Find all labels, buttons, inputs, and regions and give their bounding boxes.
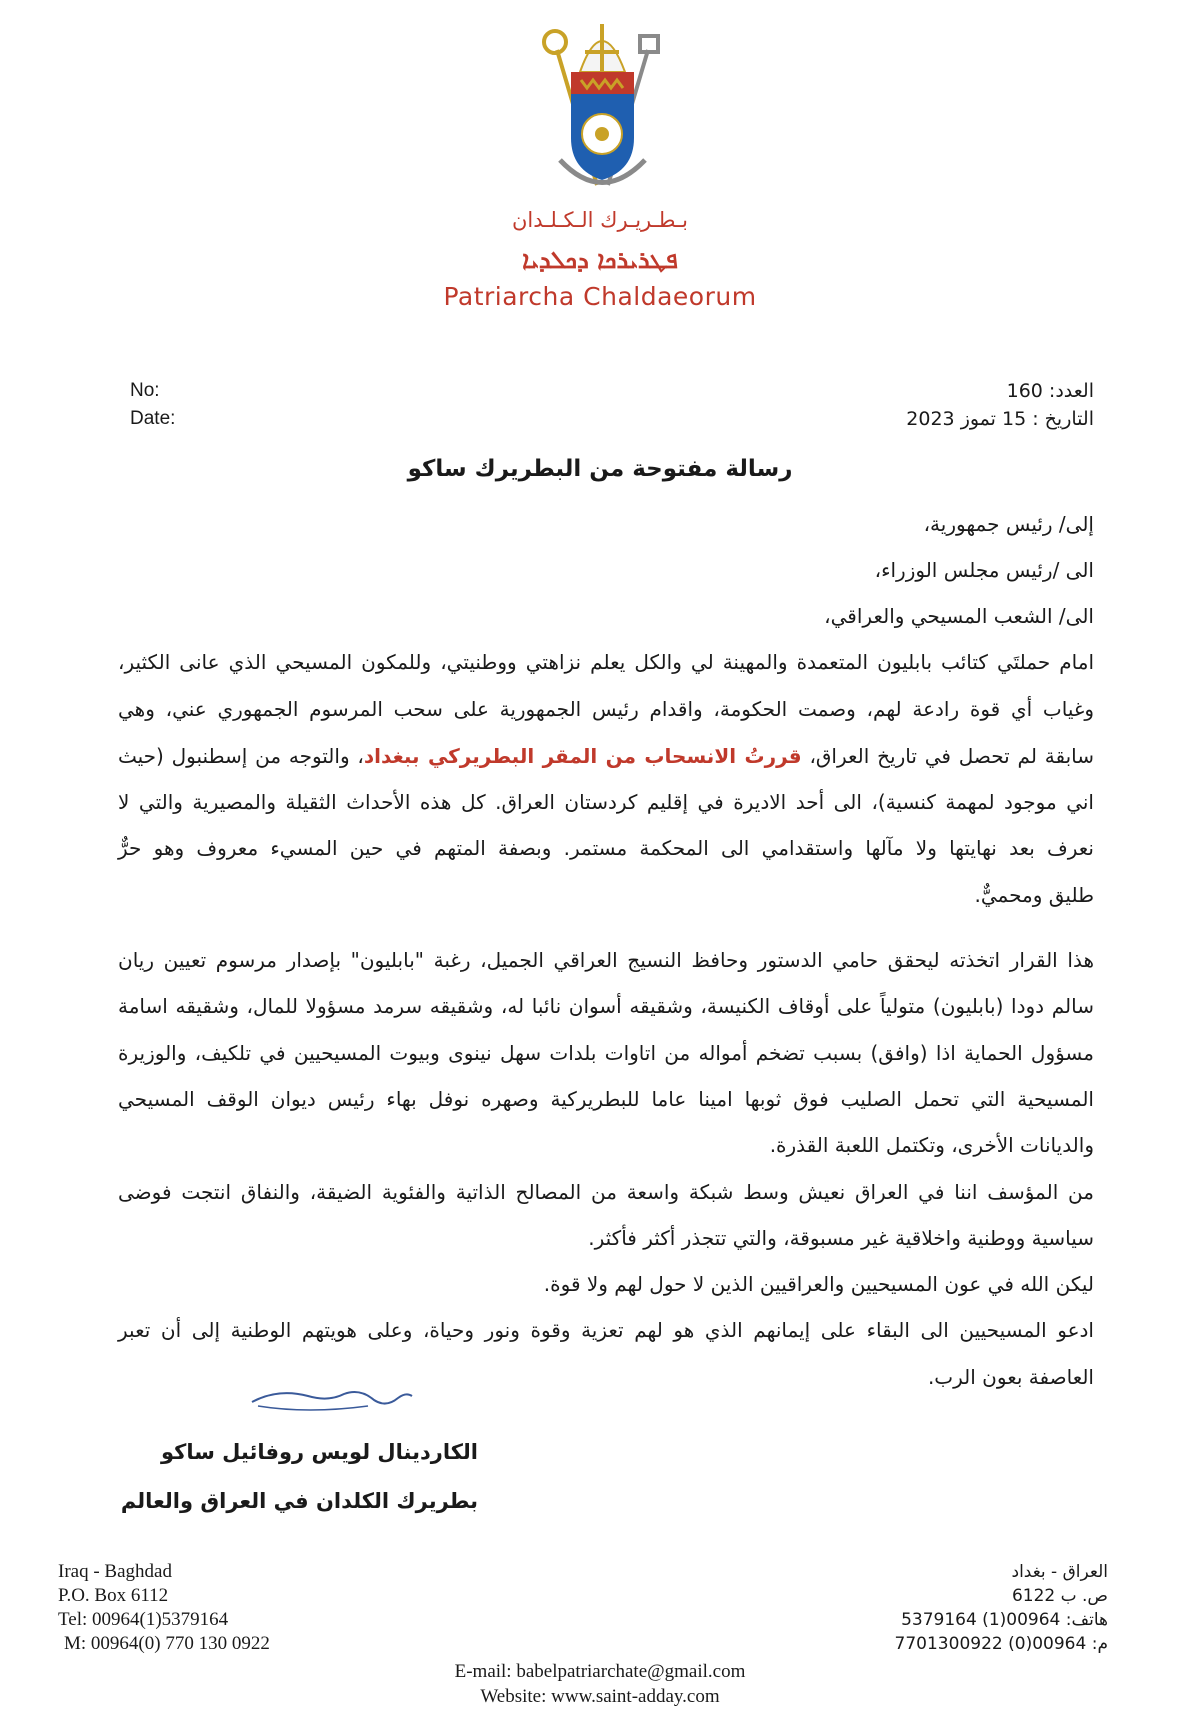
addressee-prime-minister: الى /رئيس مجلس الوزراء، [874,558,1094,582]
paragraph-2-line-5: والديانات الأخرى، وتكتمل اللعبة القذرة. [769,1133,1094,1157]
paragraph-1-line-3-end: ، والتوجه من إسطنبول (حيث [118,744,364,768]
addressee-people: الى/ الشعب المسيحي والعراقي، [824,604,1094,628]
paragraph-3-line-1: من المؤسف اننا في العراق نعيش وسط شبكة واسعة من المصالح الذاتية والفئوية الضيقة، والنفاق انتجت فوضى [118,1180,1094,1204]
paragraph-5-line-1: ادعو المسيحيين الى البقاء على إيمانهم الذي هو لهم تعزية وقوة ونور وحياة، وعلى هويتهم الوطنية إلى أن تعبر [118,1318,1094,1342]
signatory-name: الكاردينال لويس روفائيل ساكو [160,1440,478,1464]
paragraph-4: ليكن الله في عون المسيحيين والعراقيين الذين لا حول لهم ولا قوة. [543,1272,1094,1296]
footer-tel-ar: هاتف: 00964(1) 5379164 [901,1610,1108,1630]
paragraph-2-line-2: سالم دودا (بابليون) متولياً على أوقاف الكنيسة، وشقيقه أسوان نائبا له، وشقيقه سرمد مسؤولا للمال، وشقيقه اسامة [118,994,1094,1018]
paragraph-1-line-1: امام حملتَي كتائب بابليون المتعمدة والمهينة لي والكل يعلم نزاهتي ووطنيتي، وللمكون المسيحي الذي عانى الكثير، [118,650,1094,674]
signatory-title: بطريرك الكلدان في العراق والعالم [120,1489,478,1513]
paragraph-1-line-5: نعرف بعد نهايتها ولا مآلها واستقدامي الى المحكمة مستمر. وبصفة المتهم في حين المسيء معروف وهو حرٌّ [118,836,1094,860]
footer-website[interactable]: Website: www.saint-adday.com [480,1686,720,1707]
footer-address-en [58,1560,270,1656]
footer-mobile-en: M: 00964(0) 770 130 0922 [64,1633,270,1654]
number-ar: العدد: 160 [1006,380,1094,402]
footer-tel-en: Tel: 00964(1)5379164 [58,1609,229,1630]
date-ar: التاريخ : 15 تموز 2023 [906,408,1094,430]
date-label-en: Date: [130,408,176,429]
footer-city-ar: العراق - بغداد [1011,1562,1108,1582]
patriarchal-crest-logo [535,10,670,205]
footer-pobox-ar: ص. ب 6122 [1011,1586,1108,1606]
footer-city-en: Iraq - Baghdad [58,1561,172,1582]
footer-email[interactable]: E-mail: babelpatriarchate@gmail.com [454,1661,746,1682]
footer-address-ar [895,1560,1108,1656]
paragraph-2-line-3: مسؤول الحماية اذا (وافق) بسبب تضخم أمواله من اتاوات بلدات سهل نينوى وبيوت المسيحيين في تلكيف، والوزيرة [118,1041,1094,1065]
letter-subject: رسالة مفتوحة من البطريرك ساكو [407,456,793,482]
highlighted-decision: قررتُ الانسحاب من المقر البطريركي ببغداد [363,744,802,768]
paragraph-1-line-6: طليق ومحميٌّ. [974,883,1094,907]
paragraph-1-line-2: وغياب أي قوة رادعة لهم، وصمت الحكومة، واقدام رئيس الجمهورية على سحب المرسوم الجمهوري عني، وهي [118,697,1094,721]
handwritten-signature [248,1380,418,1418]
footer-mobile-ar: م: 00964(0) 7701300922 [894,1634,1108,1654]
footer-pobox-en: P.O. Box 6112 [58,1585,169,1606]
letterhead-latin-name: Patriarcha Chaldaeorum [443,282,757,311]
paragraph-3-line-2: سياسية ووطنية واخلاقية غير مسبوقة، والتي تتجذر أكثر فأكثر. [588,1226,1094,1250]
addressee-president: إلى/ رئيس جمهورية، [923,512,1094,536]
paragraph-2-line-4: المسيحية التي تحمل الصليب فوق ثوبها امينا عاما للبطريركية وصهره نوفل بهاء رئيس ديوان الوقف المسيحي [118,1087,1094,1111]
letterhead-syriac-name: ܦܛܪܝܪܟܐ ܕܟܠܕܝܐ [522,246,678,274]
letterhead-arabic-name: بـطـريـرك الـكـلـدان [511,208,689,232]
number-label-en: No: [130,380,160,401]
paragraph-1-line-3-start: سابقة لم تحصل في تاريخ العراق، [809,744,1095,768]
paragraph-2-line-1: هذا القرار اتخذته ليحقق حامي الدستور وحافظ النسيج العراقي الجميل، رغبة "بابليون" بإصدار مرسوم تعيين ريان [118,948,1094,972]
paragraph-1-line-3 [118,744,1094,768]
paragraph-1-line-4: اني موجود لمهمة كنسية)، الى أحد الاديرة في إقليم كردستان العراق. كل هذه الأحداث الثقيلة والمصيرية والتي لا [118,790,1094,814]
paragraph-5-line-2: العاصفة بعون الرب. [927,1365,1094,1389]
